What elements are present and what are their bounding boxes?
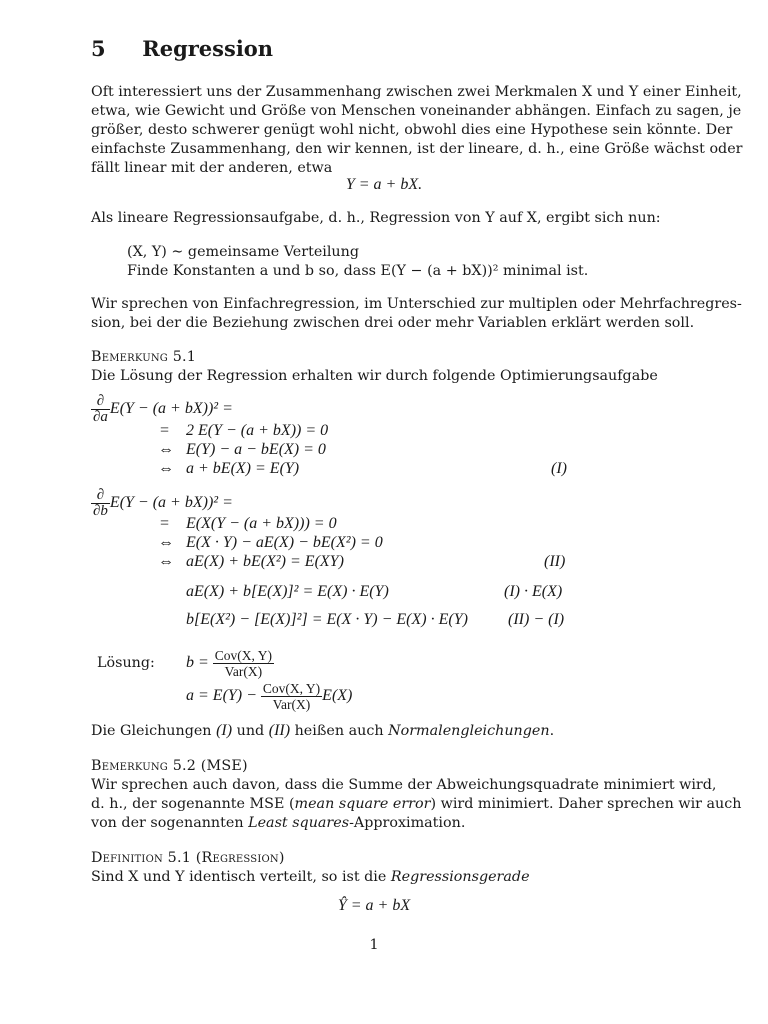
partial-num: ∂	[91, 488, 110, 504]
intro-line: Oft interessiert uns der Zusammenhang zwischen zwei Merkmalen X und Y einer Einheit,	[91, 84, 742, 100]
equivalence-symbol: ⇔	[158, 441, 174, 458]
remark-heading: Bemerkung 5.1	[91, 349, 197, 365]
solution-a-tail: E(X)	[322, 687, 353, 704]
equation-ref: (I)	[216, 722, 233, 739]
solution-b-lhs: b =	[186, 654, 209, 671]
simple-regression-line: sion, bei der die Beziehung zwischen drei oder mehr Variablen erklärt werden soll.	[91, 315, 695, 331]
derivative-a-row: 2 E(Y − (a + bX)) = 0	[186, 422, 329, 439]
section-title: Regression	[142, 36, 274, 61]
task-line: (X, Y) ∼ gemeinsame Verteilung	[127, 244, 359, 260]
definition-text	[91, 868, 530, 887]
intro-line: einfachste Zusammenhang, den wir kennen, ist der lineare, d. h., eine Größe wächst oder	[91, 141, 743, 157]
page-number: 1	[369, 937, 379, 953]
equation-tag-I: (I)	[551, 460, 567, 477]
combination-row: b[E(X²) − [E(X)]²] = E(X · Y) − E(X) · E(Y)	[186, 611, 468, 628]
emphasis-term: Regressionsgerade	[390, 869, 530, 885]
text-fragment: von der sogenannten	[91, 815, 249, 831]
remark-heading: Bemerkung 5.2 (MSE)	[91, 758, 248, 774]
fraction-denominator: Var(X)	[272, 696, 311, 712]
solution-a	[186, 678, 352, 714]
combination-row: aE(X) + b[E(X)]² = E(X) · E(Y)	[186, 583, 389, 600]
combination-tag: (II) − (I)	[508, 611, 565, 628]
text-fragment: Sind X und Y identisch verteilt, so ist die	[91, 869, 391, 885]
solution-label: Lösung:	[97, 655, 155, 671]
linear-equation: Y = a + bX.	[345, 176, 423, 193]
derivative-b-row: aE(X) + bE(X²) = E(XY)	[186, 553, 344, 570]
derivative-b-row: E(X · Y) − aE(X) − bE(X²) = 0	[186, 534, 383, 551]
remark-text	[91, 814, 465, 833]
derivative-a-expr: E(Y − (a + bX))² =	[109, 400, 233, 418]
derivative-a-row: a + bE(X) = E(Y)	[186, 460, 300, 477]
text-fragment: heißen auch	[290, 723, 389, 739]
section-number: 5	[91, 36, 106, 61]
text-fragment: und	[232, 723, 269, 739]
remark-text	[91, 795, 741, 814]
emphasis-term: Normalengleichungen	[388, 723, 550, 739]
remark-text: Die Lösung der Regression erhalten wir durch folgende Optimierungsaufgabe	[91, 368, 658, 384]
solution-a-lhs: a = E(Y) −	[186, 687, 257, 704]
text-fragment: -Approximation.	[349, 815, 466, 831]
equivalence-symbol: ⇔	[158, 460, 174, 477]
equation-tag-II: (II)	[544, 553, 566, 570]
text-fragment: Die Gleichungen	[91, 723, 217, 739]
text-fragment: ) wird minimiert. Daher sprechen wir auch	[430, 796, 742, 812]
intro-line: fällt linear mit der anderen, etwa	[91, 160, 333, 176]
derivative-a-row: E(Y) − a − bE(X) = 0	[186, 441, 326, 458]
derivative-b-row: E(X(Y − (a + bX))) = 0	[186, 515, 337, 532]
normal-equations-sentence	[91, 721, 554, 741]
equivalence-symbol: ⇔	[158, 553, 174, 570]
text-fragment: d. h., der sogenannte MSE (	[91, 796, 295, 812]
section-heading	[91, 36, 273, 61]
equation-ref: (II)	[268, 722, 291, 739]
definition-heading: Definition 5.1 (Regression)	[91, 850, 285, 866]
derivative-b-expr: E(Y − (a + bX))² =	[109, 494, 233, 512]
intro-line: etwa, wie Gewicht und Größe von Menschen voneinander abhängen. Einfach zu sagen, je	[91, 103, 742, 119]
task-intro: Als lineare Regressionsaufgabe, d. h., Regression von Y auf X, ergibt sich nun:	[91, 210, 661, 226]
regression-line-equation: Ŷ = a + bX	[337, 897, 411, 914]
partial-den: ∂a	[93, 409, 108, 425]
fraction-numerator: Cov(X, Y)	[262, 680, 321, 696]
partial-den: ∂b	[93, 503, 108, 519]
remark-text: Wir sprechen auch davon, dass die Summe der Abweichungsquadrate minimiert wird,	[91, 777, 717, 793]
solution-b	[186, 645, 274, 681]
fraction-denominator: Var(X)	[224, 663, 263, 679]
derivative-b-op: =	[160, 515, 170, 532]
task-line: Finde Konstanten a und b so, dass E(Y − (a + bX))² minimal ist.	[127, 263, 589, 279]
combination-tag: (I) · E(X)	[504, 583, 563, 600]
emphasis-term: mean square error	[294, 796, 431, 812]
partial-num: ∂	[91, 394, 110, 410]
derivative-a-op: =	[160, 422, 170, 439]
text-fragment: .	[549, 723, 555, 739]
intro-line: größer, desto schwerer genügt wohl nicht, obwohl dies eine Hypothese sein könnte. Der	[91, 122, 733, 138]
fraction-numerator: Cov(X, Y)	[214, 647, 273, 663]
emphasis-term: Least squares	[248, 815, 350, 831]
equivalence-symbol: ⇔	[158, 534, 174, 551]
simple-regression-line: Wir sprechen von Einfachregression, im Unterschied zur multiplen oder Mehrfachregres-	[91, 296, 742, 312]
